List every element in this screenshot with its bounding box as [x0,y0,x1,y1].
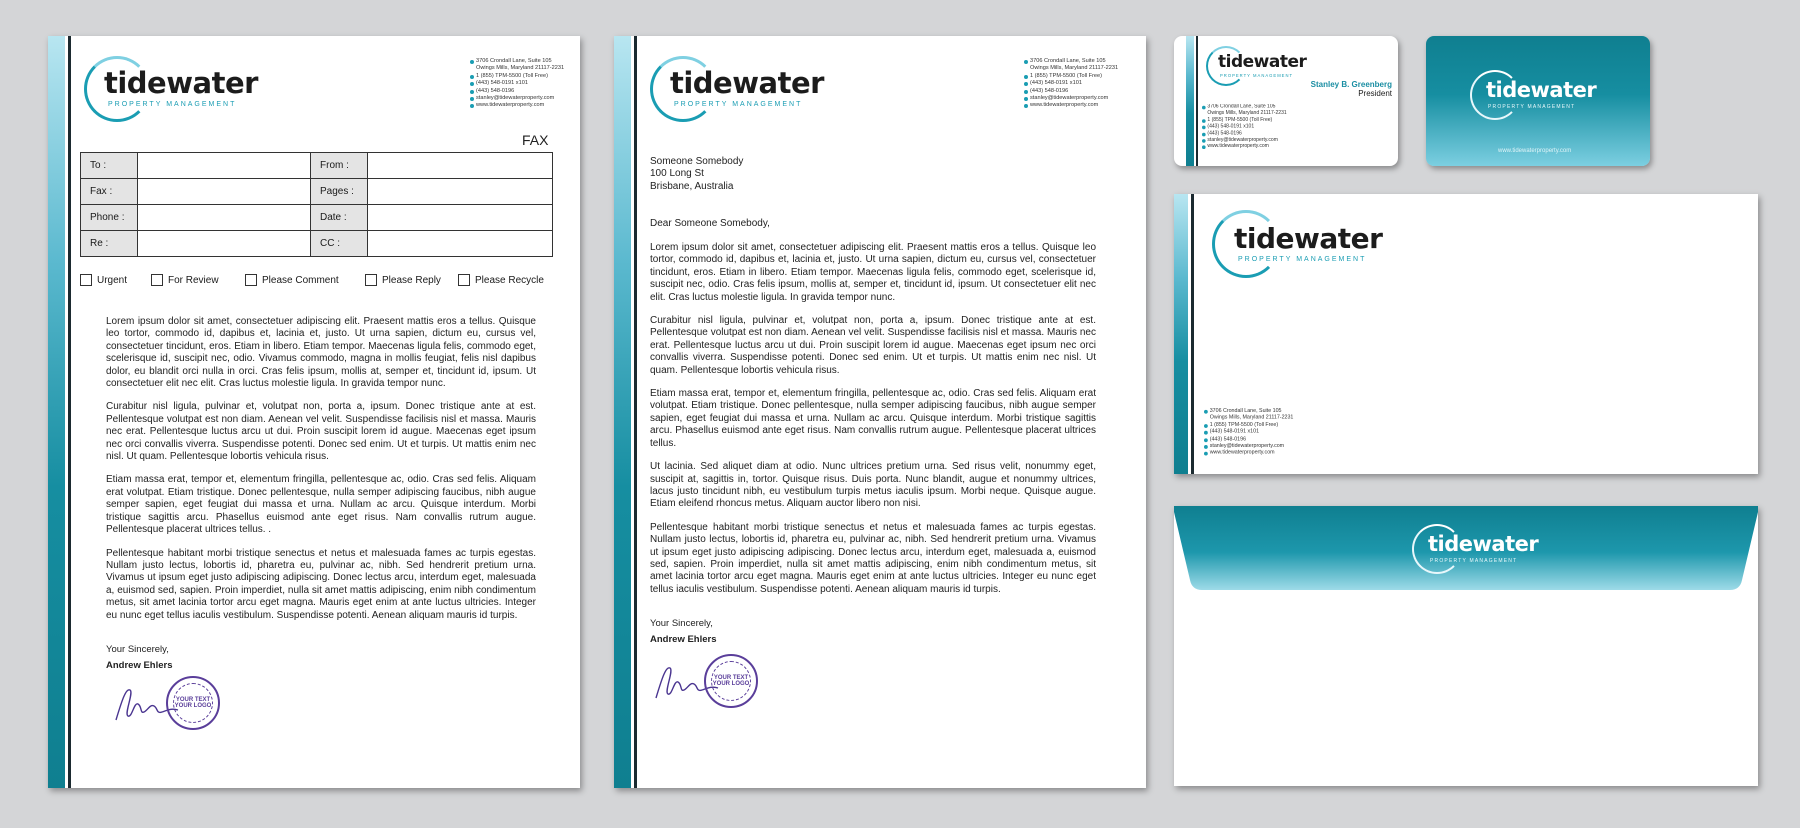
checkbox-icon[interactable] [365,274,377,286]
logo-tagline: PROPERTY MANAGEMENT [1238,256,1367,263]
fax-from-label: From : [311,153,368,179]
fax-paragraph: Lorem ipsum dolor sit amet, consectetuer adipiscing elit. Praesent mattis eros a tellus. Quisque leo tortor, commodo id, dapibus et, lacinia et, justo. Ut urna sapien, dictum eu, cursus vel, consectetuer tincidunt, eros. Etiam in libero. Etiam tempor. Maecenas ligula felis, commodo eget, scelerisque id, suscipit nec, odio. Vivamus commodo, magna in mollis feugiat, felis nisl dapibus dolor, eu blandit orci nulla in orci. Cras felis ipsum, mollis at, semper et, tincidunt id, ipsum. Ut consectetuer elit nec elit. Cras luctus molestie ligula. In gravida tempor nunc. [106,316,536,390]
fax-checkbox-row [80,274,550,288]
letter-contact-block [1024,58,1118,110]
contact-email: stanley@tidewaterproperty.com [470,95,564,102]
contact-website: www.tidewaterproperty.com [1202,144,1287,151]
address-line: Brisbane, Australia [650,180,734,192]
checkbox-please-recycle[interactable] [458,274,544,286]
contact-city: Owings Mills, Maryland 21117-2231 [1030,65,1119,72]
checkbox-label: Urgent [97,274,128,286]
letter-signoff [650,616,717,648]
fax-signer: Andrew Ehlers [106,660,173,671]
fax-cc-field[interactable] [368,231,553,257]
contact-phone: (443) 548-0191 x101 [470,80,564,87]
letter-body [650,242,1096,607]
contact-phone: (443) 548-0191 x101 [1024,80,1118,87]
fax-date-field[interactable] [368,205,553,231]
fax-pages-field[interactable] [368,179,553,205]
logo-wordmark: tidewater [1234,222,1383,255]
envelope [1174,506,1758,786]
fax-cc-label: CC : [311,231,368,257]
fax-paragraph: Pellentesque habitant morbi tristique senectus et netus et malesuada fames ac turpis egestas. Nullam justo lectus, lobortis id, pharetra eu, pulvinar ac, nibh. Sed hendrerit pretium urna. Vivamus ut ipsum eget justo adipiscing adipiscing. Donec lectus arcu, interdum eget, malesuada a, euismod sed, sapien. Proin imperdiet, nulla sit amet mattis adipiscing, enim nibh condimentum metus, sit amet lacinia tortor arcu eget magna. Mauris eget enim at ante luctus ultricies. Integer eu nunc eget tellus iaculis vestibulum. Suspendisse potenti. Aenean aliquam mauris id turpis. [106,547,536,621]
contact-tollfree: 1 (855) TPM-5500 (Toll Free) [1202,117,1287,124]
fax-stamp-icon: YOUR TEXT YOUR LOGO [166,676,220,730]
fax-date-label: Date : [311,205,368,231]
fax-re-field[interactable] [138,231,311,257]
card-back-url: www.tidewaterproperty.com [1498,148,1572,154]
logo-tagline: PROPERTY MANAGEMENT [674,101,803,108]
checkbox-icon[interactable] [458,274,470,286]
contact-city: Owings Mills, Maryland 21117-2231 [1207,110,1287,117]
contact-address: 3706 Crondall Lane, Suite 105 [470,58,564,65]
address-line: Someone Somebody [650,156,744,167]
checkbox-label: Please Recycle [475,274,544,286]
contact-email: stanley@tidewaterproperty.com [1204,443,1293,450]
letter-stamp-icon: YOUR TEXT YOUR LOGO [704,654,758,708]
checkbox-icon[interactable] [80,274,92,286]
contact-website: www.tidewaterproperty.com [1024,102,1118,109]
checkbox-please-reply[interactable] [365,274,441,286]
contact-email: stanley@tidewaterproperty.com [1024,95,1118,102]
slip-teal-stripe [1174,194,1188,474]
checkbox-label: Please Reply [382,274,441,286]
letter-closing: Your Sincerely, [650,618,713,629]
fax-form-table [80,152,553,257]
contact-phone: (443) 548-0191 x101 [1202,124,1287,131]
fax-closing: Your Sincerely, [106,644,169,655]
contact-fax: (443) 548-0196 [1204,436,1293,443]
contact-tollfree: 1 (855) TPM-5500 (Toll Free) [1024,73,1118,80]
contact-fax: (443) 548-0196 [470,88,564,95]
letter-signer: Andrew Ehlers [650,634,717,645]
contact-fax: (443) 548-0196 [1202,131,1287,138]
logo-tagline: PROPERTY MANAGEMENT [1488,104,1576,110]
address-line: 100 Long St [650,168,704,180]
contact-email: stanley@tidewaterproperty.com [1202,137,1287,144]
slip-dark-stripe [1191,194,1194,474]
fax-to-field[interactable] [138,153,311,179]
fax-paragraph: Etiam massa erat, tempor et, elementum fringilla, pellentesque ac, odio. Cras sed felis. Aliquam erat volutpat. Etiam tristique. Donec pellentesque, nulla semper adipiscing faucibus, nibh augue semper sapien, eget feugiat dui massa et urna. Nullam ac arcu. Quisque interdum. Morbi tristique sagittis arcu. Phasellus euismod ante eget risus. Nam convallis rutrum augue. Pellentesque placerat ultrices tellus. . [106,474,536,536]
fax-pages-label: Pages : [311,179,368,205]
slip-contact-block [1204,408,1293,457]
slip-logo [1212,210,1392,280]
fax-paragraph: Curabitur nisl ligula, pulvinar et, volutpat non, porta a, ipsum. Donec tristique ante at est. Pellentesque volutpat est non diam. Aenean vel velit. Suspendisse facilisis nisl et massa. Mauris nec erat. Pellentesque luctus arcu ut dui. Proin suscipit lorem id augue. Maecenas eget ipsum nec orci convallis viverra. Suspendisse potenti. Donec sed enim. Ut et turpis. Ut mattis enim nec nisl. Ut quam. Pellentesque lobortis vehicula risus. [106,401,536,463]
fax-fax-field[interactable] [138,179,311,205]
letter-paragraph: Lorem ipsum dolor sit amet, consectetuer adipiscing elit. Praesent mattis eros a tellus. Quisque leo tortor, commodo id, dapibus et, lacinia et, justo. Ut urna sapien, dictum eu, cursus vel, consectetuer tincidunt, eros. Etiam in libero. Etiam tempor. Maecenas ligula felis, commodo eget, scelerisque id, suscipit nec, odio. Cras felis ipsum, mollis at, semper et, tincidunt id, ipsum. Ut consectetuer elit nec elit. Cras luctus molestie ligula. In gravida tempor nunc. [650,242,1096,303]
fax-logo [84,56,258,126]
checkbox-icon[interactable] [245,274,257,286]
fax-body [106,316,536,633]
letter-teal-stripe [614,36,631,788]
letter-logo [650,56,824,126]
contact-city: Owings Mills, Maryland 21117-2231 [476,65,565,72]
logo-wordmark: tidewater [104,66,258,100]
logo-tagline: PROPERTY MANAGEMENT [1430,558,1518,564]
card-person-title: President [1358,89,1392,98]
card-name-block [1311,80,1392,98]
letter-recipient-address [650,156,743,193]
letter-greeting: Dear Someone Somebody, [650,218,770,229]
fax-teal-stripe [48,36,65,788]
letter-paragraph: Etiam massa erat, tempor et, elementum fringilla, pellentesque ac, odio. Cras sed felis. Aliquam erat volutpat. Etiam tristique. Donec pellentesque, nulla semper adipiscing faucibus, nibh augue semper sapien, eget feugiat dui massa et urna. Nullam ac arcu. Quisque interdum. Morbi tristique sagittis arcu. Phasellus euismod ante eget risus. Nam convallis rutrum augue. Pellentesque placerat ultrices tellus. [650,388,1096,449]
fax-re-label: Re : [81,231,138,257]
logo-tagline: PROPERTY MANAGEMENT [108,101,237,108]
contact-phone: (443) 548-0191 x101 [1204,429,1293,436]
fax-phone-field[interactable] [138,205,311,231]
contact-website: www.tidewaterproperty.com [1204,450,1293,457]
fax-to-label: To : [81,153,138,179]
checkbox-icon[interactable] [151,274,163,286]
card-back-logo [1470,70,1610,120]
envelope-logo [1412,524,1552,574]
contact-city: Owings Mills, Maryland 21117-2231 [1209,415,1294,421]
checkbox-urgent[interactable] [80,274,127,286]
compliment-slip [1174,194,1758,474]
fax-title: FAX [522,132,549,148]
fax-from-field[interactable] [368,153,553,179]
letter-dark-stripe [634,36,637,788]
fax-fax-label: Fax : [81,179,138,205]
checkbox-for-review[interactable] [151,274,219,286]
logo-wordmark: tidewater [1428,532,1539,556]
letter-paragraph: Pellentesque habitant morbi tristique senectus et netus et malesuada fames ac turpis egestas. Nullam justo lectus, lobortis id, pharetra eu, pulvinar ac, nibh. Sed hendrerit pretium urna. Vivamus ut ipsum eget justo adipiscing adipiscing. Donec lectus arcu, interdum eget, malesuada a, euismod sed, sapien. Proin imperdiet, nulla sit amet mattis adipiscing, enim nibh condimentum metus, sit amet lacinia tortor arcu eget magna. Mauris eget enim at ante luctus ultricies. Integer eu nunc eget tellus iaculis vestibulum. Suspendisse potenti. Aenean aliquam mauris id turpis. [650,521,1096,595]
letter-paragraph: Ut lacinia. Sed aliquet diam at odio. Nunc ultrices pretium urna. Sed risus velit, nonummy eget, suscipit at, sagittis in, tortor. Quisque risus. Duis porta. Nunc blandit, augue et nonummy ultrices, lacus justo tincidunt nibh, eu vestibulum turpis metus iaculis ipsum. Morbi neque. Quisque augue. Etiam eleifend rhoncus metus. Aliquam auctor libero non nisi. [650,461,1096,510]
fax-sheet [48,36,580,788]
card-dark-stripe [1196,36,1198,166]
logo-tagline: PROPERTY MANAGEMENT [1220,73,1294,78]
logo-wordmark: tidewater [1218,52,1307,72]
checkbox-label: Please Comment [262,274,339,286]
contact-address: 3706 Crondall Lane, Suite 105 [1202,104,1287,111]
card-person-name: Stanley B. Greenberg [1310,80,1392,89]
business-card-front [1174,36,1398,166]
contact-address: 3706 Crondall Lane, Suite 105 [1024,58,1118,65]
card-logo [1206,46,1326,86]
contact-tollfree: 1 (855) TPM-5500 (Toll Free) [1204,422,1293,429]
fax-signoff [106,642,173,674]
fax-phone-label: Phone : [81,205,138,231]
contact-fax: (443) 548-0196 [1024,88,1118,95]
contact-address: 3706 Crondall Lane, Suite 105 [1204,408,1293,415]
fax-contact-block [470,58,564,110]
contact-website: www.tidewaterproperty.com [470,102,564,109]
business-card-back [1426,36,1650,166]
logo-wordmark: tidewater [1486,78,1597,102]
letter-paragraph: Curabitur nisl ligula, pulvinar et, volutpat non, porta a, ipsum. Donec tristique ante at est. Pellentesque volutpat est non diam. Aenean vel velit. Suspendisse facilisis nisl et massa. Mauris nec erat. Pellentesque luctus arcu ut dui. Proin suscipit lorem id augue. Maecenas eget ipsum nec orci convallis viverra. Suspendisse potenti. Donec sed enim. Ut et turpis. Ut mattis enim nec nisl. Ut quam. Pellentesque lobortis vehicula risus. [650,315,1096,376]
letterhead-sheet [614,36,1146,788]
logo-wordmark: tidewater [670,66,824,100]
contact-tollfree: 1 (855) TPM-5500 (Toll Free) [470,73,564,80]
card-contact-block [1202,104,1287,151]
checkbox-label: For Review [168,274,219,286]
card-teal-stripe [1186,36,1194,166]
fax-dark-stripe [68,36,71,788]
checkbox-please-comment[interactable] [245,274,339,286]
